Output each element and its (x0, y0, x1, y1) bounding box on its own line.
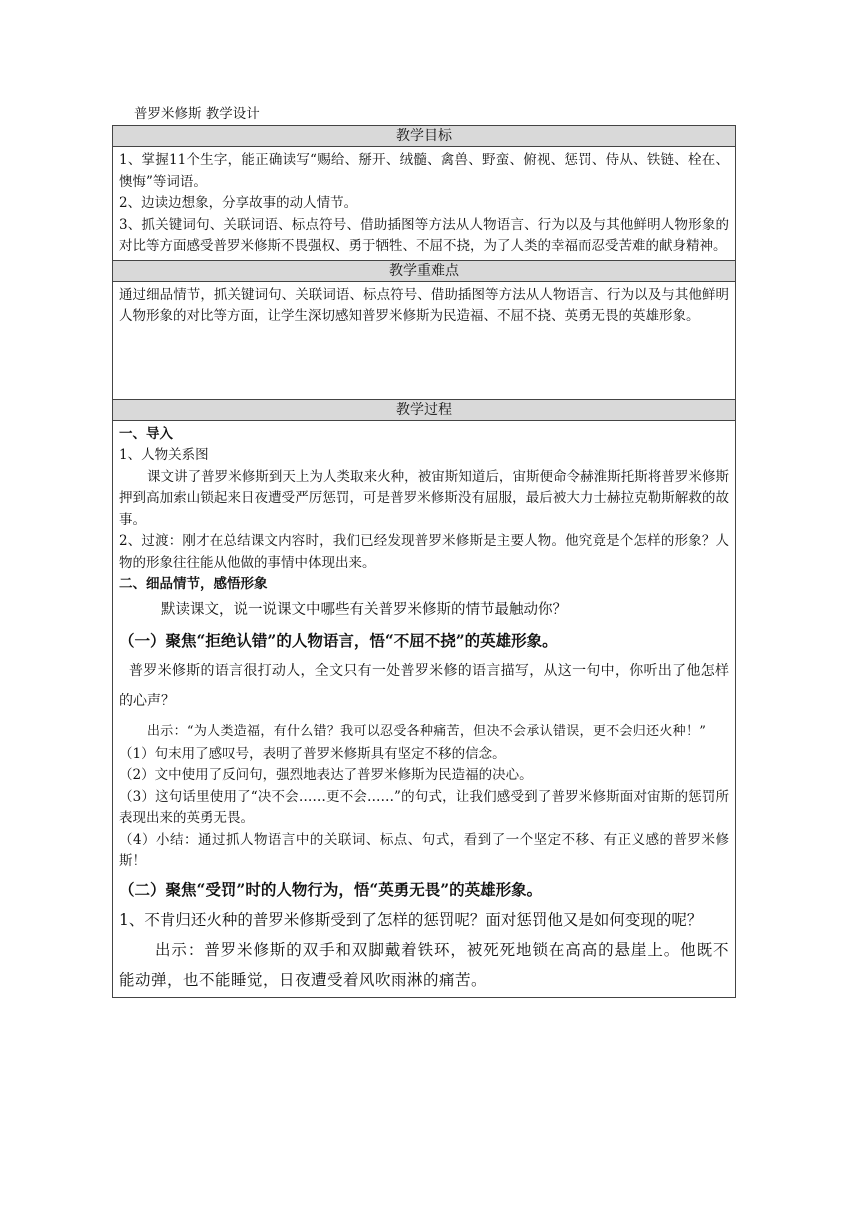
focus-heading: 教学重难点 (113, 261, 735, 282)
part2-title: 二、细品情节，感悟形象 (119, 576, 268, 592)
sub2-title: （二）聚焦“受罚”时的人物行为，悟“英勇无畏”的英雄形象。 (119, 879, 543, 899)
sub1-point: （2）文中使用了反问句，强烈地表达了普罗米修斯为民造福的决心。 (119, 767, 533, 783)
sub1-quote: 出示：“为人类造福，有什么错？我可以忍受各种痛苦，但决不会承认错误，更不会归还火种！” (147, 723, 707, 739)
lesson-plan-table (112, 125, 736, 998)
sub1-point: （1）句末用了感叹号，表明了普罗米修斯具有坚定不移的信念。 (119, 745, 506, 762)
objectives-heading: 教学目标 (113, 126, 735, 147)
process-section (113, 421, 735, 997)
focus-section (113, 282, 735, 400)
part1-title: 一、导入 (119, 425, 173, 442)
sub1-point: （3）这句话里使用了“决不会……更不会……”的句式，让我们感受到了普罗米修斯面对宙斯的惩罚所表现出来的英勇无畏。 (119, 788, 729, 826)
part2-prompt: 默读课文，说一说课文中哪些有关普罗米修斯的情节最触动你？ (161, 601, 567, 618)
sub1-intro: 普罗米修斯的语言很打动人，全文只有一处普罗米修的语言描写，从这一句中，你听出了他怎样的心声？ (119, 662, 729, 709)
focus-text: 通过细品情节，抓关键词句、关联词语、标点符号、借助插图等方法从人物语言、行为以及与其他鲜明人物形象的对比等方面，让学生深切感知普罗米修斯为民造福、不屈不挠、英勇无畏的英雄形象。 (119, 286, 729, 324)
objective-item: 1、掌握11个生字，能正确读写“赐给、掰开、绒髓、禽兽、野蛮、俯视、惩罚、侍从、铁链、栓在、懊悔”等词语。 (119, 152, 729, 190)
sub2-question: 1、不肯归还火种的普罗米修斯受到了怎样的惩罚呢？面对惩罚他又是如何变现的呢？ (119, 910, 703, 929)
process-heading: 教学过程 (113, 400, 735, 421)
objectives-section (113, 147, 735, 261)
sub1-point: （4）小结：通过抓人物语言中的关联词、标点、句式，看到了一个坚定不移、有正义感的普罗米修斯！ (119, 831, 729, 869)
document-title: 普罗米修斯 教学设计 (134, 106, 260, 122)
item1-label: 1、人物关系图 (119, 447, 209, 463)
sub1-title: （一）聚焦“拒绝认错”的人物语言，悟“不屈不挠”的英雄形象。 (119, 630, 558, 650)
item2-text: 2、过渡：刚才在总结课文内容时，我们已经发现普罗米修斯是主要人物。他究竟是个怎样的形象？人物的形象往往能从他做的事情中体现出来。 (119, 533, 729, 571)
sub2-quote: 出示：普罗米修斯的双手和双脚戴着铁环，被死死地锁在高高的悬崖上。他既不能动弹，也不能睡觉，日夜遭受着风吹雨淋的痛苦。 (119, 940, 729, 989)
item1-text: 课文讲了普罗米修斯到天上为人类取来火种，被宙斯知道后，宙斯便命令赫淮斯托斯将普罗米修斯押到高加索山锁起来日夜遭受严厉惩罚，可是普罗米修斯没有屈服，最后被大力士赫拉克勒斯解救的故事。 (119, 468, 729, 528)
objective-item: 2、边读边想象，分享故事的动人情节。 (119, 195, 358, 211)
objective-item: 3、抓关键词句、关联词语、标点符号、借助插图等方法从人物语言、行为以及与其他鲜明人物形象的对比等方面感受普罗米修斯不畏强权、勇于牺牲、不屈不挠，为了人类的幸福而忍受苦难的献身精神。 (119, 216, 729, 254)
